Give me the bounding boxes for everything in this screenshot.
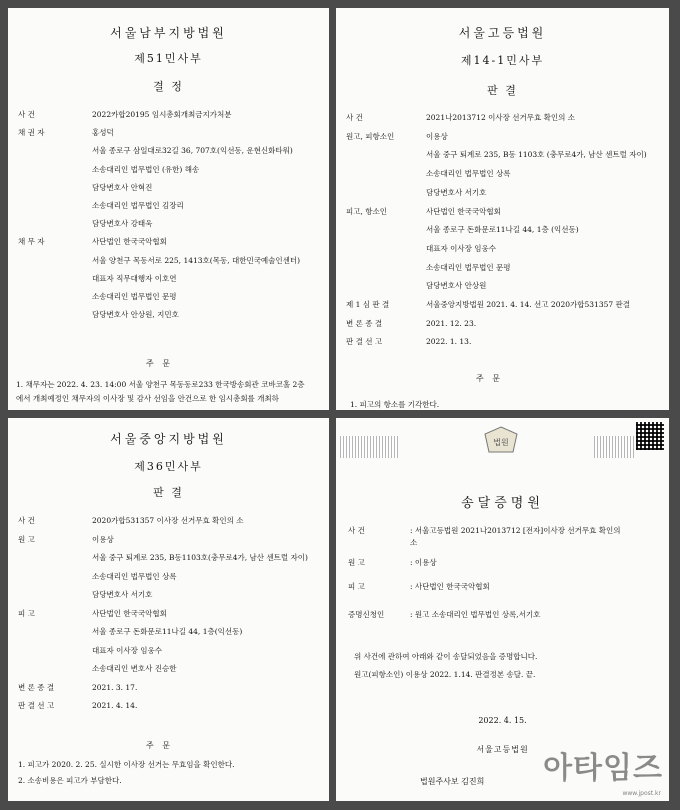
row-label: 사 건 — [348, 526, 365, 535]
row-value: 대표자 직무대행자 이호연 — [92, 273, 177, 283]
qr-code-icon — [636, 422, 664, 450]
judgment-title: 주 문 — [146, 359, 173, 368]
row-value: 서울 종로구 돈화문로11나길 44, 1층 (익선동) — [426, 225, 579, 235]
row-label: 원 고 — [18, 534, 35, 544]
watermark-url: www.jpost.kr — [622, 790, 661, 797]
service-certificate-document — [336, 418, 669, 801]
judgment-document-seoul-central — [8, 418, 329, 801]
certificate-title: 송달증명원 — [461, 496, 544, 511]
row-value: 소송대리인 법무법인 문평 — [92, 292, 177, 301]
row-value: 대표자 이사장 임웅수 — [426, 243, 496, 253]
division-name: 제14-1민사부 — [460, 54, 545, 67]
row-label: 채 권 자 — [18, 128, 45, 138]
row-value: 담당변호사 안혁진 — [92, 182, 153, 192]
row-label: 사 건 — [346, 113, 363, 122]
decision-document-seoul-southern — [8, 8, 329, 410]
row-value: 소송대리인 법무법인 상록 — [426, 169, 511, 179]
division-name: 제51민사부 — [134, 52, 203, 65]
row-label: 변 론 종 결 — [18, 682, 55, 692]
watermark-logo: 아타임즈 — [543, 751, 663, 786]
row-label: 사 건 — [18, 110, 35, 119]
row-value: : 원고 소송대리인 법무법인 상록,서기호 — [410, 610, 541, 619]
row-value: 2021. 4. 14. — [92, 701, 138, 710]
row-value: 소송대리인 법무법인 상록 — [92, 571, 177, 581]
body-line: 1. 채무자는 2022. 4. 23. 14:00 서울 양천구 목동동로233 한국방송회관 코바코홀 2층 — [16, 380, 305, 389]
row-label: 채 무 자 — [18, 237, 45, 247]
row-value: 2021. 12. 23. — [426, 318, 477, 328]
barcode-strip — [340, 436, 398, 458]
row-value: 이용상 — [426, 131, 448, 141]
row-value: 이용상 — [92, 534, 114, 544]
row-value: 소송대리인 법무법인 (유한) 해송 — [92, 164, 200, 174]
row-value: 담당변호사 강태욱 — [92, 219, 153, 229]
row-label: 제 1 심 판 결 — [346, 300, 390, 309]
row-value: 2020가합531357 이사장 선거무효 확인의 소 — [92, 516, 244, 525]
row-value: 서울중앙지방법원 2021. 4. 14. 선고 2020가합531357 판결 — [426, 300, 631, 309]
document-kind: 결 정 — [153, 80, 184, 93]
row-value: 소 — [410, 538, 418, 547]
row-value: 서울 중구 퇴계로 235, B동 1103호 (충무로4가, 남산 센트럴 자이) — [426, 150, 647, 160]
body-line: 2. 소송비용은 피고가 부담한다. — [18, 776, 122, 785]
row-value: 서울 종로구 삼일대로32길 36, 707호(익선동, 운현신화타워) — [92, 146, 293, 156]
row-value: 담당변호사 안상원, 지민호 — [92, 310, 179, 320]
judgment-title: 주 문 — [146, 741, 173, 750]
judgment-title: 주 문 — [476, 374, 503, 383]
issuing-court: 서울고등법원 — [476, 745, 529, 754]
document-kind: 판 결 — [487, 84, 518, 97]
row-label: 피 고 — [348, 582, 365, 591]
row-value: : 이용상 — [410, 558, 437, 567]
judgment-document-seoul-high — [336, 8, 669, 410]
court-name: 서울고등법원 — [458, 26, 547, 40]
row-label: 판 결 선 고 — [18, 701, 55, 710]
row-value: 사단법인 한국국악협회 — [92, 237, 167, 247]
row-label: 원고, 피항소인 — [346, 131, 395, 141]
row-value: 서울 종로구 돈화문로11나길 44, 1층(익선동) — [92, 627, 243, 636]
court-emblem-icon — [483, 426, 519, 454]
row-value: 2022. 1. 13. — [426, 337, 472, 347]
row-label: 판 결 선 고 — [346, 337, 383, 347]
barcode-strip — [594, 436, 634, 458]
row-value: 소송대리인 법무법인 문평 — [426, 262, 511, 272]
row-value: : 사단법인 한국국악협회 — [410, 582, 490, 591]
court-name: 서울중앙지방법원 — [110, 432, 227, 446]
row-value: 2021. 3. 17. — [92, 682, 138, 692]
row-label: 피 고 — [18, 608, 35, 618]
row-label: 사 건 — [18, 516, 35, 525]
body-line: 위 사건에 관하여 아래와 같이 송달되었음을 증명합니다. — [354, 652, 538, 661]
svg-text:법원: 법원 — [493, 438, 509, 447]
row-value: 대표자 이사장 임웅수 — [92, 645, 162, 655]
row-value: 사단법인 한국국악협회 — [426, 206, 501, 216]
row-value: 담당변호사 서기호 — [426, 187, 487, 197]
row-value: 홍성덕 — [92, 128, 114, 138]
body-line: 1. 피고가 2020. 2. 25. 실시한 이사장 선거는 무효임을 확인한다. — [18, 760, 235, 769]
document-kind: 판 결 — [153, 486, 184, 499]
row-label: 변 론 종 결 — [346, 318, 383, 328]
row-value: 담당변호사 서기호 — [92, 590, 153, 599]
row-value: 서울 양천구 목동서로 225, 1413호(목동, 대한민국예술인센터) — [92, 255, 301, 265]
court-name: 서울남부지방법원 — [110, 26, 227, 40]
body-line: 원고(피항소인) 이용상 2022. 1.14. 판결정본 송달. 끝. — [354, 670, 536, 679]
row-value: 소송대리인 변호사 진승한 — [92, 664, 177, 673]
division-name: 제36민사부 — [134, 460, 203, 473]
row-label: 증명신청인 — [348, 610, 385, 619]
row-value: 소송대리인 법무법인 김장리 — [92, 201, 184, 210]
row-label: 원 고 — [348, 558, 365, 567]
row-value: 2022카합20195 임시총회개최금지가처분 — [92, 110, 232, 119]
row-value: 담당변호사 안상원 — [426, 281, 487, 291]
issue-date: 2022. 4. 15. — [478, 716, 527, 725]
row-value: : 서울고등법원 2021나2013712 [전자]이사장 선거무효 확인의 — [410, 526, 621, 535]
row-value: 서울 중구 퇴계로 235, B동1103호(충무로4가, 남산 센트럴 자이) — [92, 553, 308, 562]
body-line: 1. 피고의 항소를 기각한다. — [350, 400, 440, 409]
row-value: 2021나2013712 이사장 선거무효 확인의 소 — [426, 113, 575, 122]
row-label: 피고, 항소인 — [346, 206, 387, 216]
row-value: 사단법인 한국국악협회 — [92, 608, 167, 618]
body-line: 에서 개최예정인 채무자의 이사장 및 감사 선임을 안건으로 한 임시총회를 개최하 — [16, 394, 279, 403]
court-officer: 법원주사보 김진희 — [420, 777, 485, 786]
